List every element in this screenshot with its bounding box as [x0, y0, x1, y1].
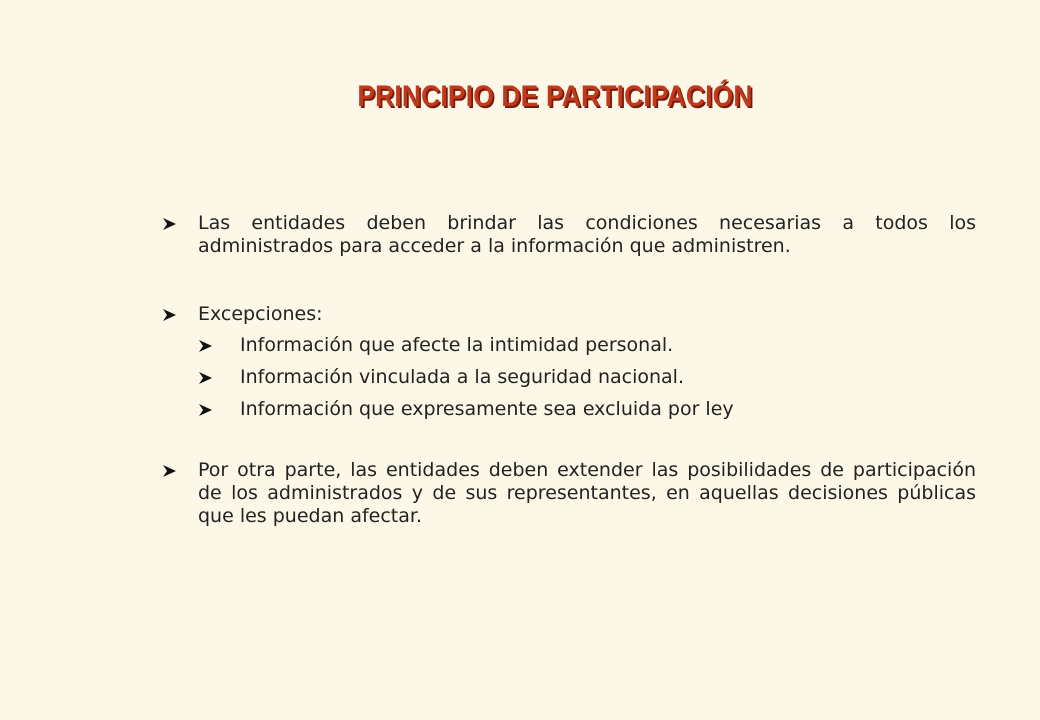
arrowhead-bullet-icon [162, 212, 178, 235]
exceptions-sublist [158, 334, 976, 421]
sub-bullet-item [198, 334, 976, 357]
bullet-item-access [158, 212, 976, 258]
bullet-text: Las entidades deben brindar las condiciones necesarias a todos los administrados para acceder a la información que administren. [198, 212, 976, 257]
arrowhead-bullet-icon [198, 366, 214, 389]
arrowhead-bullet-icon [198, 334, 214, 357]
arrowhead-bullet-icon [198, 398, 214, 421]
slide-title: PRINCIPIO DE PARTICIPACIÓN [357, 80, 753, 113]
sub-bullet-text: Información que afecte la intimidad personal. [240, 334, 674, 356]
sub-bullet-text: Información vinculada a la seguridad nacional. [240, 366, 685, 388]
sub-bullet-text: Información que expresamente sea excluida por ley [240, 398, 734, 420]
bullet-text: Por otra parte, las entidades deben extender las posibilidades de participación de los administrados y de sus representantes, en aquellas decisiones públicas que les puedan afectar. [198, 459, 976, 527]
bullet-item-exceptions [158, 303, 976, 326]
sub-bullet-item [198, 366, 976, 389]
sub-bullet-item [198, 398, 976, 421]
bullet-item-participation [158, 459, 976, 528]
arrowhead-bullet-icon [162, 303, 178, 326]
arrowhead-bullet-icon [162, 459, 178, 482]
bullet-text: Excepciones: [198, 303, 323, 325]
slide-content [158, 212, 976, 528]
